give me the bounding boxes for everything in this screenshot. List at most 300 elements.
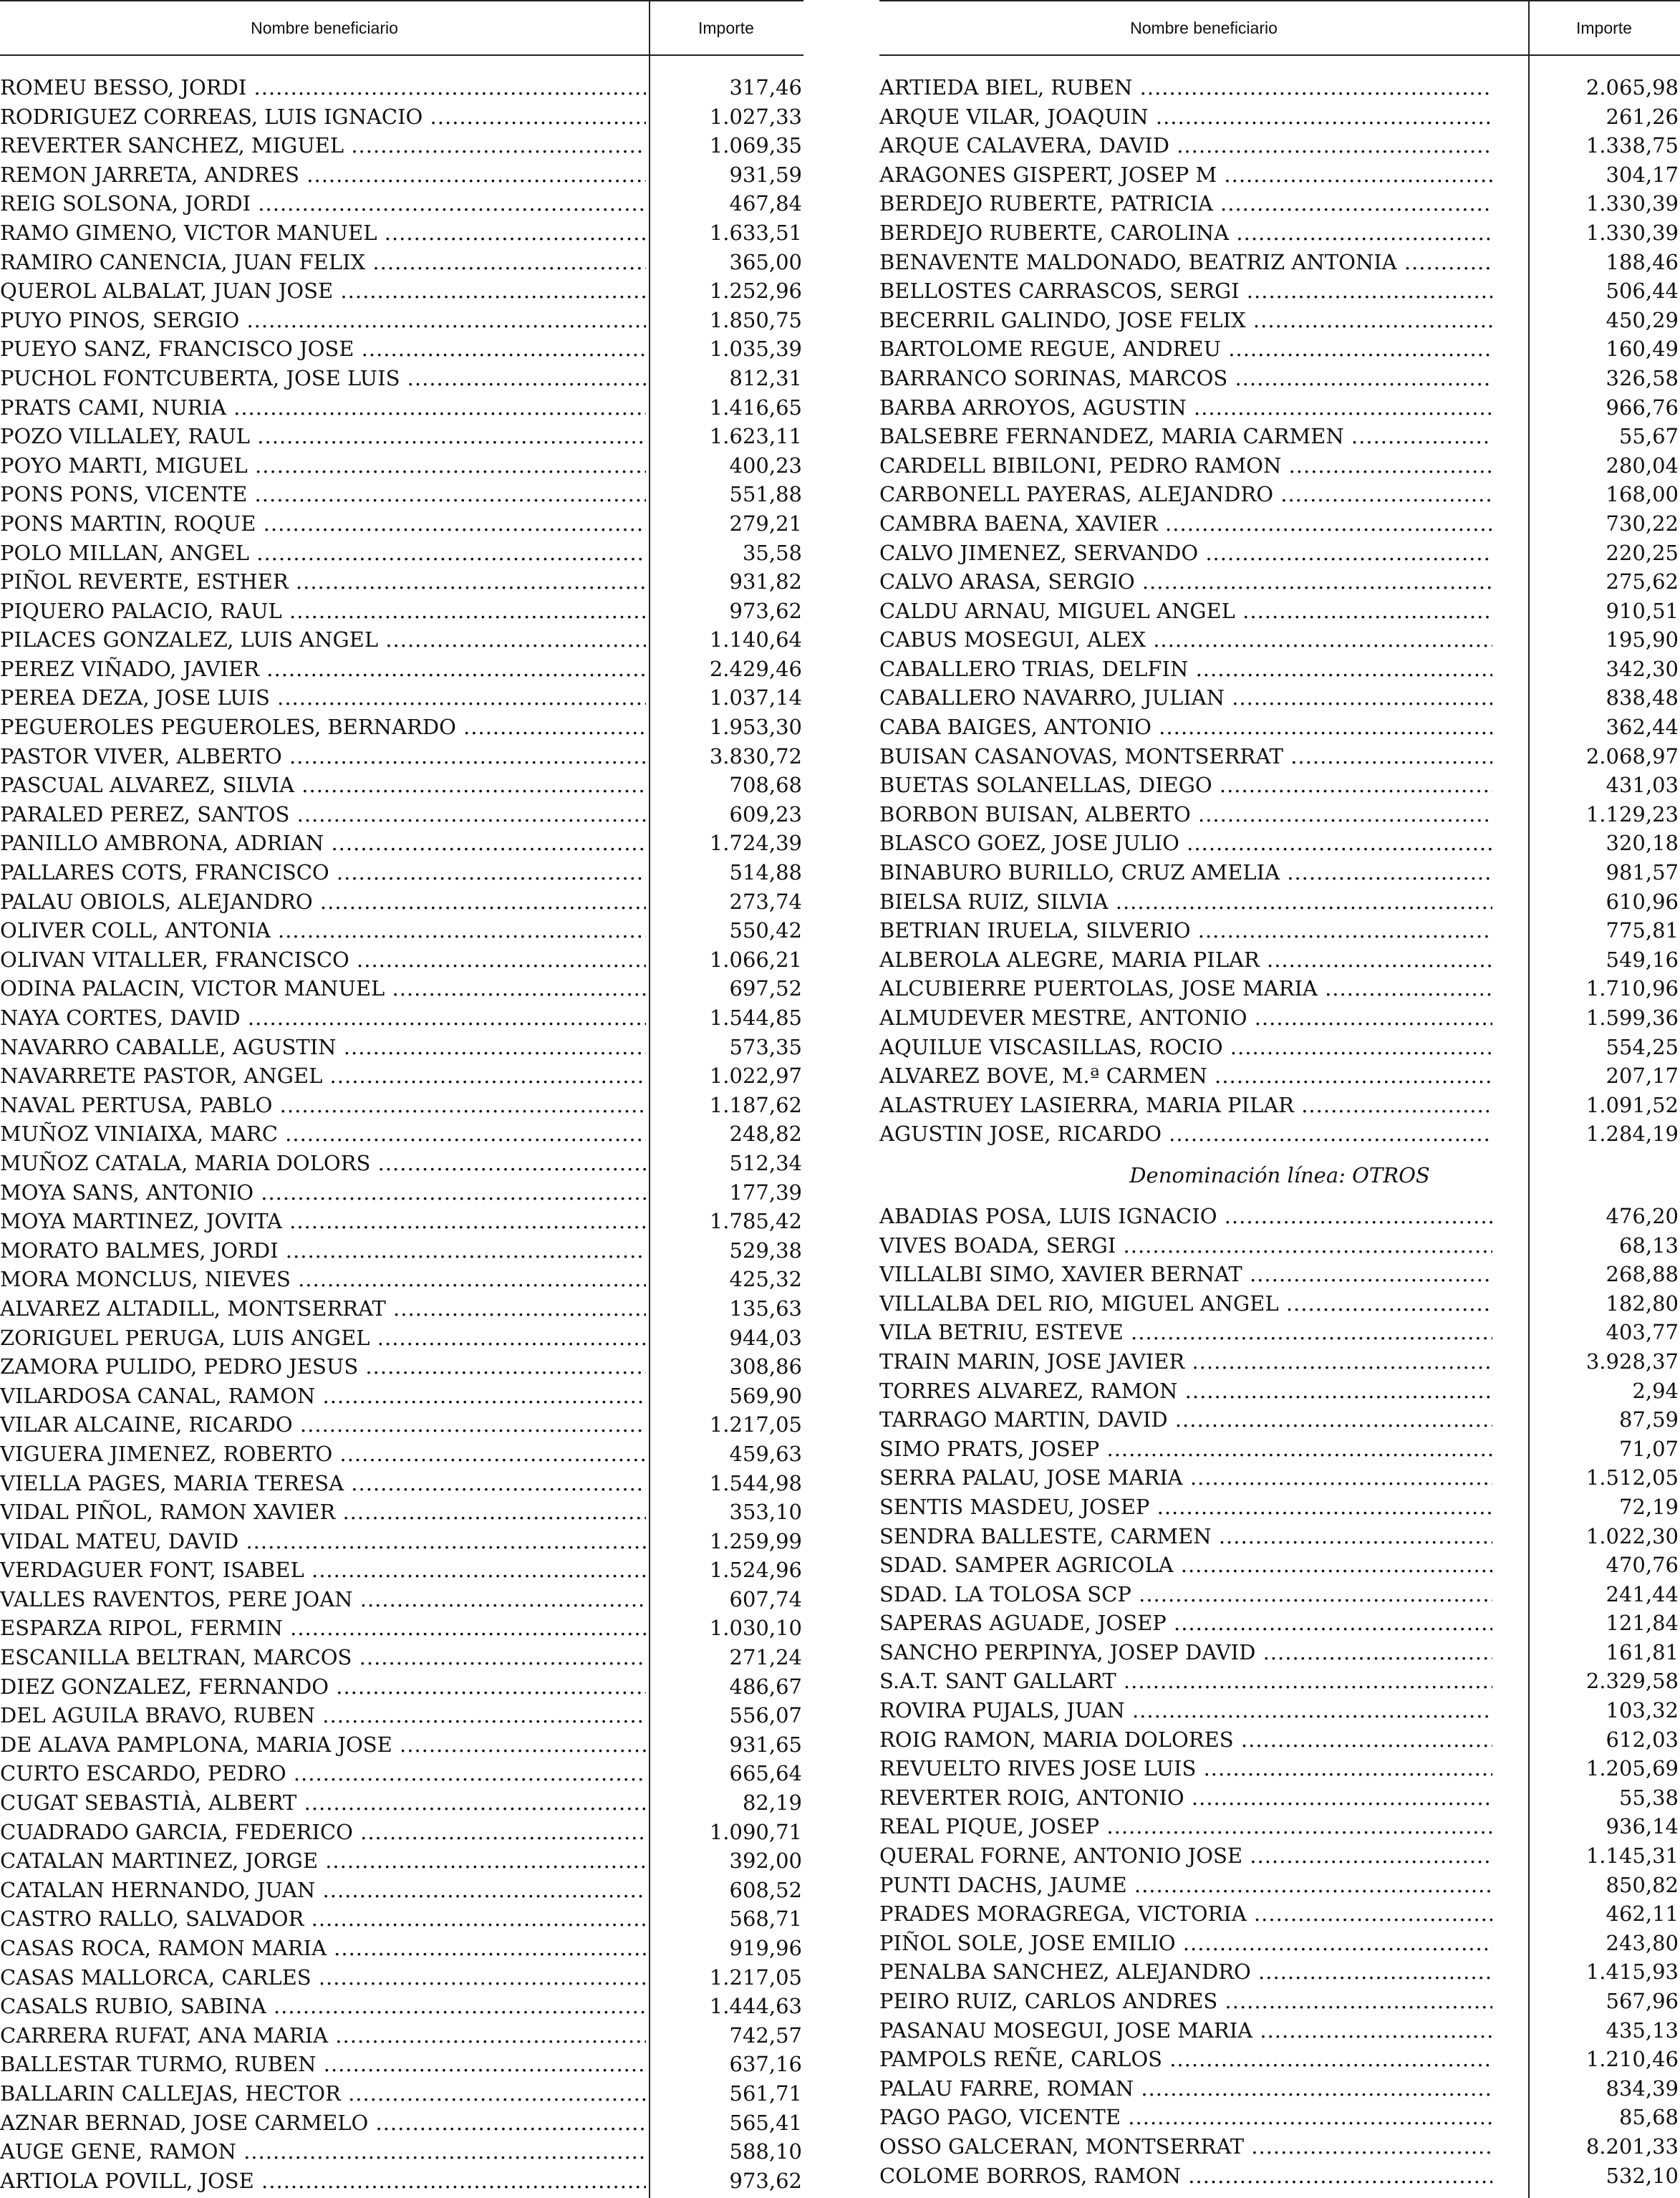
amount-value: 850,82 — [1606, 1872, 1679, 1897]
amount-value: 973,62 — [729, 598, 802, 623]
table-row — [0, 1614, 803, 1643]
beneficiary-name: BORBON BUISAN, ALBERTO ..... — [879, 800, 1492, 829]
table-row — [0, 364, 803, 393]
header-amount: Importe — [1576, 19, 1632, 37]
beneficiary-name: PIÑOL REVERTE, ESTHER ..... — [0, 567, 646, 597]
table-row — [0, 771, 803, 800]
beneficiary-name: REAL PIQUE, JOSEP ..... — [879, 1812, 1492, 1841]
table-row — [879, 1667, 1680, 1696]
table-row — [879, 1119, 1680, 1149]
amount-value: 944,03 — [729, 1325, 802, 1350]
table-row — [0, 1730, 803, 1760]
beneficiary-name: PANILLO AMBRONA, ADRIAN ..... — [0, 829, 646, 858]
beneficiary-name: REMON JARRETA, ANDRES ..... — [0, 160, 646, 190]
table-row — [0, 480, 803, 509]
table-row — [0, 829, 803, 858]
amount-value: 919,96 — [729, 1936, 802, 1960]
amount-value: 326,58 — [1606, 365, 1679, 390]
amount-value: 470,76 — [1606, 1553, 1679, 1578]
beneficiary-name: ALMUDEVER MESTRE, ANTONIO ..... — [879, 1003, 1492, 1033]
beneficiary-name: NAVARRETE PASTOR, ANGEL ..... — [0, 1061, 646, 1091]
amount-value: 1.035,39 — [709, 337, 802, 362]
table-row — [0, 2166, 803, 2196]
amount-value: 569,90 — [729, 1383, 802, 1408]
amount-value: 320,18 — [1606, 831, 1679, 856]
table-row — [879, 334, 1680, 364]
beneficiary-name: OLIVAN VITALLER, FRANCISCO ..... — [0, 945, 646, 975]
beneficiary-name: VILLALBA DEL RIO, MIGUEL ANGEL ..... — [879, 1289, 1492, 1319]
table-row — [0, 655, 803, 684]
beneficiary-name: BARBA ARROYOS, AGUSTIN ..... — [879, 393, 1492, 423]
table-row — [879, 2045, 1680, 2074]
amount-value: 1.066,21 — [709, 947, 802, 972]
amount-value: 1.330,39 — [1585, 191, 1679, 216]
beneficiary-group-a — [879, 73, 1680, 1149]
beneficiary-name: TORRES ALVAREZ, RAMON ..... — [879, 1377, 1492, 1406]
table-row — [879, 2132, 1680, 2161]
table-row — [0, 102, 803, 132]
beneficiary-name: MORA MONCLUS, NIEVES ..... — [0, 1265, 646, 1294]
beneficiary-name: ESCANILLA BELTRAN, MARCOS ..... — [0, 1643, 646, 1672]
table-row — [879, 539, 1680, 568]
beneficiary-name: BARTOLOME REGUE, ANDREU ..... — [879, 334, 1492, 364]
amount-value: 1.338,75 — [1585, 133, 1679, 158]
beneficiary-name: CATALAN MARTINEZ, JORGE ..... — [0, 1846, 646, 1876]
beneficiary-name: CALDU ARNAU, MIGUEL ANGEL ..... — [879, 597, 1492, 626]
table-row — [0, 1759, 803, 1788]
amount-value: 243,80 — [1606, 1930, 1679, 1955]
amount-value: 609,23 — [729, 801, 802, 826]
beneficiary-name: ARQUE VILAR, JOAQUIN ..... — [879, 102, 1492, 132]
table-row — [879, 248, 1680, 277]
table-row — [0, 1527, 803, 1556]
amount-value: 931,59 — [729, 162, 802, 187]
table-row — [879, 189, 1680, 218]
table-row — [879, 916, 1680, 945]
beneficiary-name: BECERRIL GALINDO, JOSE FELIX ..... — [879, 306, 1492, 335]
amount-value: 1.710,96 — [1585, 976, 1679, 1001]
amount-value: 1.210,46 — [1585, 2047, 1679, 2072]
amount-value: 275,62 — [1606, 569, 1679, 594]
beneficiary-name: ROIG RAMON, MARIA DOLORES ..... — [879, 1725, 1492, 1755]
amount-value: 177,39 — [729, 1180, 802, 1205]
table-row — [879, 945, 1680, 975]
beneficiary-name: PENALBA SANCHEZ, ALEJANDRO ..... — [879, 1957, 1492, 1987]
table-row — [879, 1091, 1680, 1120]
table-row — [879, 276, 1680, 306]
amount-value: 697,52 — [729, 976, 802, 1001]
beneficiary-name: BERDEJO RUBERTE, CAROLINA ..... — [879, 218, 1492, 248]
beneficiary-name: QUERAL FORNE, ANTONIO JOSE ..... — [879, 1841, 1492, 1871]
table-row — [879, 887, 1680, 917]
amount-value: 1.252,96 — [709, 279, 802, 304]
table-row — [0, 1934, 803, 1963]
beneficiary-name: POLO MILLAN, ANGEL ..... — [0, 539, 646, 568]
amount-value: 362,44 — [1606, 715, 1679, 740]
amount-value: 35,58 — [742, 540, 802, 565]
beneficiary-name: BARRANCO SORINAS, MARCOS ..... — [879, 364, 1492, 393]
table-row — [879, 1435, 1680, 1464]
table-row — [0, 422, 803, 451]
table-row — [0, 1846, 803, 1876]
amount-value: 1.187,62 — [709, 1092, 802, 1117]
amount-value: 1.205,69 — [1585, 1756, 1679, 1781]
beneficiary-name: PILACES GONZALEZ, LUIS ANGEL ..... — [0, 625, 646, 655]
amount-value: 450,29 — [1606, 307, 1679, 332]
amount-value: 435,13 — [1606, 2018, 1679, 2043]
amount-value: 910,51 — [1606, 598, 1679, 623]
amount-value: 280,04 — [1606, 453, 1679, 478]
table-row — [879, 1812, 1680, 1841]
table-row — [879, 131, 1680, 160]
table-row — [0, 683, 803, 713]
table-row — [879, 1289, 1680, 1319]
table-row — [879, 218, 1680, 248]
table-row — [879, 1754, 1680, 1783]
table-row — [0, 539, 803, 568]
amount-value: 612,03 — [1606, 1727, 1679, 1752]
amount-value: 1.140,64 — [709, 627, 802, 652]
amount-value: 514,88 — [729, 860, 802, 885]
beneficiary-name: TARRAGO MARTIN, DAVID ..... — [879, 1405, 1492, 1435]
amount-value: 2,94 — [1632, 1378, 1679, 1403]
beneficiary-name: SANCHO PERPINYA, JOSEP DAVID ..... — [879, 1638, 1492, 1667]
amount-value: 342,30 — [1606, 656, 1679, 681]
table-row — [0, 248, 803, 277]
amount-value: 1.330,39 — [1585, 220, 1679, 245]
beneficiary-name: CALVO ARASA, SERGIO ..... — [879, 567, 1492, 597]
beneficiary-name: AQUILUE VISCASILLAS, ROCIO ..... — [879, 1033, 1492, 1062]
beneficiary-name: SAPERAS AGUADE, JOSEP ..... — [879, 1609, 1492, 1638]
beneficiary-name: ABADIAS POSA, LUIS IGNACIO ..... — [879, 1202, 1492, 1231]
amount-value: 556,07 — [729, 1703, 802, 1728]
table-header-right — [879, 0, 1680, 56]
amount-value: 2.065,98 — [1585, 75, 1679, 100]
amount-value: 195,90 — [1606, 627, 1679, 652]
beneficiary-name: ALBEROLA ALEGRE, MARIA PILAR ..... — [879, 945, 1492, 975]
beneficiary-name: PALLARES COTS, FRANCISCO ..... — [0, 858, 646, 887]
beneficiary-name: PRADES MORAGREGA, VICTORIA ..... — [879, 1899, 1492, 1929]
beneficiary-name: VIGUERA JIMENEZ, ROBERTO ..... — [0, 1440, 646, 1469]
amount-value: 1.599,36 — [1585, 1006, 1679, 1030]
amount-value: 220,25 — [1606, 540, 1679, 565]
table-row — [0, 1119, 803, 1149]
amount-value: 637,16 — [729, 2052, 802, 2077]
beneficiary-name: PALAU FARRE, ROMAN ..... — [879, 2074, 1492, 2103]
beneficiary-name: NAVAL PERTUSA, PABLO ..... — [0, 1091, 646, 1120]
beneficiary-name: BALSEBRE FERNANDEZ, MARIA CARMEN ..... — [879, 422, 1492, 451]
amount-value: 1.953,30 — [709, 715, 802, 740]
beneficiary-name: CABA BAIGES, ANTONIO ..... — [879, 713, 1492, 742]
amount-value: 1.091,52 — [1585, 1092, 1679, 1117]
table-row — [0, 1701, 803, 1730]
beneficiary-name: AGUSTIN JOSE, RICARDO ..... — [879, 1119, 1492, 1149]
table-row — [0, 1992, 803, 2021]
beneficiary-name: DEL AGUILA BRAVO, RUBEN ..... — [0, 1701, 646, 1730]
table-row — [879, 509, 1680, 539]
beneficiary-name: VILARDOSA CANAL, RAMON ..... — [0, 1382, 646, 1411]
table-row — [0, 1876, 803, 1905]
beneficiary-name: PUYO PINOS, SERGIO ..... — [0, 306, 646, 335]
table-row — [0, 509, 803, 539]
table-row — [0, 306, 803, 335]
amount-value: 459,63 — [729, 1441, 802, 1466]
amount-value: 708,68 — [729, 773, 802, 798]
amount-value: 588,10 — [729, 2139, 802, 2164]
table-row — [0, 567, 803, 597]
table-row — [879, 1580, 1680, 1609]
table-row — [879, 655, 1680, 684]
amount-value: 1.022,30 — [1585, 1523, 1679, 1548]
amount-value: 403,77 — [1606, 1320, 1679, 1345]
beneficiary-name: OSSO GALCERAN, MONTSERRAT ..... — [879, 2132, 1492, 2161]
amount-value: 775,81 — [1606, 918, 1679, 943]
beneficiary-name: SENDRA BALLESTE, CARMEN ..... — [879, 1522, 1492, 1551]
amount-value: 573,35 — [729, 1034, 802, 1059]
table-row — [0, 1672, 803, 1702]
table-row — [0, 1963, 803, 1992]
beneficiary-name: PASANAU MOSEGUI, JOSE MARIA ..... — [879, 2016, 1492, 2045]
amount-value: 931,82 — [729, 569, 802, 594]
beneficiary-name: ZAMORA PULIDO, PEDRO JESUS ..... — [0, 1352, 646, 1382]
amount-value: 1.069,35 — [709, 133, 802, 158]
table-row — [0, 1904, 803, 1934]
beneficiary-name: ARTIEDA BIEL, RUBEN ..... — [879, 73, 1492, 102]
table-row — [879, 1638, 1680, 1667]
table-row — [879, 771, 1680, 800]
amount-value: 1.444,63 — [709, 1994, 802, 2019]
table-row — [0, 887, 803, 917]
beneficiary-list-right — [879, 73, 1680, 2190]
table-row — [879, 73, 1680, 102]
amount-value: 392,00 — [729, 1848, 802, 1874]
amount-value: 512,34 — [729, 1150, 802, 1175]
amount-value: 966,76 — [1606, 395, 1679, 420]
table-header-left — [0, 0, 803, 56]
beneficiary-name: BLASCO GOEZ, JOSE JULIO ..... — [879, 829, 1492, 858]
amount-value: 973,62 — [729, 2168, 802, 2193]
amount-value: 532,10 — [1606, 2163, 1679, 2188]
beneficiary-name: QUEROL ALBALAT, JUAN JOSE ..... — [0, 276, 646, 306]
beneficiary-name: CASAS MALLORCA, CARLES ..... — [0, 1963, 646, 1992]
table-row — [879, 1260, 1680, 1289]
table-row — [0, 1469, 803, 1498]
table-row — [879, 800, 1680, 829]
beneficiary-name: PRATS CAMI, NURIA ..... — [0, 393, 646, 423]
amount-value: 565,41 — [729, 2110, 802, 2135]
table-row — [0, 1033, 803, 1062]
table-row — [0, 858, 803, 887]
beneficiary-name: COLOME BORROS, RAMON ..... — [879, 2161, 1492, 2191]
table-row — [0, 916, 803, 945]
section-heading-otros: Denominación línea: OTROS — [1129, 1162, 1430, 1187]
beneficiary-name: CARDELL BIBILONI, PEDRO RAMON ..... — [879, 451, 1492, 481]
amount-value: 1.284,19 — [1585, 1122, 1679, 1147]
amount-value: 1.724,39 — [709, 831, 802, 856]
amount-value: 55,67 — [1618, 424, 1679, 449]
beneficiary-name: CAMBRA BAENA, XAVIER ..... — [879, 509, 1492, 539]
table-row — [0, 73, 803, 102]
amount-value: 607,74 — [729, 1586, 802, 1611]
beneficiary-name: VIVES BOADA, SERGI ..... — [879, 1231, 1492, 1261]
table-row — [879, 1231, 1680, 1261]
beneficiary-name: PUEYO SANZ, FRANCISCO JOSE ..... — [0, 334, 646, 364]
table-row — [0, 742, 803, 771]
table-row — [879, 1957, 1680, 1987]
table-row — [879, 567, 1680, 597]
amount-value: 486,67 — [729, 1674, 802, 1699]
table-row — [0, 1236, 803, 1266]
amount-value: 665,64 — [729, 1761, 802, 1786]
beneficiary-name: BALLARIN CALLEJAS, HECTOR ..... — [0, 2079, 646, 2108]
beneficiary-name: VIDAL MATEU, DAVID ..... — [0, 1527, 646, 1556]
table-row — [879, 683, 1680, 713]
table-row — [879, 1318, 1680, 1347]
table-row — [0, 597, 803, 626]
table-row — [0, 713, 803, 742]
amount-value: 261,26 — [1606, 104, 1679, 129]
amount-value: 248,82 — [729, 1122, 802, 1147]
beneficiary-name: ALCUBIERRE PUERTOLAS, JOSE MARIA ..... — [879, 974, 1492, 1003]
table-row — [0, 1352, 803, 1382]
beneficiary-name: ODINA PALACIN, VICTOR MANUEL ..... — [0, 974, 646, 1003]
beneficiary-name: PONS MARTIN, ROQUE ..... — [0, 509, 646, 539]
beneficiary-name: CASAS ROCA, RAMON MARIA ..... — [0, 1934, 646, 1963]
beneficiary-name: CARRERA RUFAT, ANA MARIA ..... — [0, 2021, 646, 2050]
table-row — [879, 713, 1680, 742]
header-amount: Importe — [698, 19, 754, 37]
amount-value: 936,14 — [1606, 1814, 1679, 1839]
beneficiary-name: CUGAT SEBASTIÀ, ALBERT ..... — [0, 1788, 646, 1818]
table-row — [879, 829, 1680, 858]
amount-value: 1.524,96 — [709, 1558, 802, 1583]
amount-value: 353,10 — [729, 1500, 802, 1525]
beneficiary-name: OLIVER COLL, ANTONIA ..... — [0, 916, 646, 945]
amount-value: 1.217,05 — [709, 1412, 802, 1437]
table-row — [0, 1788, 803, 1818]
beneficiary-name: DE ALAVA PAMPLONA, MARIA JOSE ..... — [0, 1730, 646, 1760]
table-row — [0, 1324, 803, 1353]
table-row — [879, 306, 1680, 335]
table-row — [879, 1522, 1680, 1551]
beneficiary-name: CALVO JIMENEZ, SERVANDO ..... — [879, 539, 1492, 568]
beneficiary-name: ROVIRA PUJALS, JUAN ..... — [879, 1696, 1492, 1725]
table-row — [879, 2016, 1680, 2045]
beneficiary-name: BENAVENTE MALDONADO, BEATRIZ ANTONIA ..... — [879, 248, 1492, 277]
beneficiary-name: RODRIGUEZ CORREAS, LUIS IGNACIO ..... — [0, 102, 646, 132]
beneficiary-name: ALVAREZ BOVE, M.ª CARMEN ..... — [879, 1061, 1492, 1091]
beneficiary-name: BUISAN CASANOVAS, MONTSERRAT ..... — [879, 742, 1492, 771]
table-row — [879, 1696, 1680, 1725]
table-row — [0, 1382, 803, 1411]
table-row — [0, 334, 803, 364]
amount-value: 182,80 — [1606, 1291, 1679, 1316]
amount-value: 1.416,65 — [709, 395, 802, 420]
table-row — [0, 1585, 803, 1614]
amount-value: 188,46 — [1606, 249, 1679, 274]
beneficiary-name: PARALED PEREZ, SANTOS ..... — [0, 800, 646, 829]
beneficiary-name: PONS PONS, VICENTE ..... — [0, 480, 646, 509]
amount-value: 304,17 — [1606, 162, 1679, 187]
beneficiary-name: SENTIS MASDEU, JOSEP ..... — [879, 1493, 1492, 1522]
beneficiary-name: PIQUERO PALACIO, RAUL ..... — [0, 597, 646, 626]
amount-value: 271,24 — [729, 1645, 802, 1670]
beneficiary-name: ZORIGUEL PERUGA, LUIS ANGEL ..... — [0, 1324, 646, 1353]
amount-value: 1.027,33 — [709, 104, 802, 129]
beneficiary-group-otros — [879, 1202, 1680, 2190]
beneficiary-name: S.A.T. SANT GALLART ..... — [879, 1667, 1492, 1696]
beneficiary-name: PASCUAL ALVAREZ, SILVIA ..... — [0, 771, 646, 800]
beneficiary-name: PASTOR VIVER, ALBERTO ..... — [0, 742, 646, 771]
table-row — [0, 131, 803, 160]
amount-value: 121,84 — [1606, 1611, 1679, 1636]
beneficiary-name: PEREZ VIÑADO, JAVIER ..... — [0, 655, 646, 684]
header-name: Nombre beneficiario — [251, 19, 398, 37]
table-row — [0, 1294, 803, 1324]
table-row — [0, 1440, 803, 1469]
beneficiary-name: MOYA MARTINEZ, JOVITA ..... — [0, 1207, 646, 1236]
beneficiary-name: ESPARZA RIPOL, FERMIN ..... — [0, 1614, 646, 1643]
beneficiary-name: VIELLA PAGES, MARIA TERESA ..... — [0, 1469, 646, 1498]
amount-value: 476,20 — [1606, 1203, 1679, 1228]
amount-value: 82,19 — [742, 1790, 802, 1816]
beneficiary-name: ARQUE CALAVERA, DAVID ..... — [879, 131, 1492, 160]
beneficiary-name: VILLALBI SIMO, XAVIER BERNAT ..... — [879, 1260, 1492, 1289]
table-row — [879, 422, 1680, 451]
beneficiary-name: DIEZ GONZALEZ, FERNANDO ..... — [0, 1672, 646, 1702]
amount-value: 425,32 — [729, 1267, 802, 1292]
table-row — [879, 393, 1680, 423]
table-row — [879, 2161, 1680, 2191]
amount-value: 568,71 — [729, 1907, 802, 1932]
beneficiary-name: PAMPOLS REÑE, CARLOS ..... — [879, 2045, 1492, 2074]
amount-value: 103,32 — [1606, 1698, 1679, 1723]
table-row — [879, 451, 1680, 481]
beneficiary-name: PALAU OBIOLS, ALEJANDRO ..... — [0, 887, 646, 917]
amount-value: 838,48 — [1606, 685, 1679, 710]
table-row — [879, 742, 1680, 771]
amount-value: 506,44 — [1606, 279, 1679, 304]
amount-value: 467,84 — [729, 191, 802, 216]
table-row — [879, 1061, 1680, 1091]
beneficiary-name: CARBONELL PAYERAS, ALEJANDRO ..... — [879, 480, 1492, 509]
amount-value: 1.512,05 — [1585, 1465, 1679, 1490]
amount-value: 279,21 — [729, 511, 802, 536]
beneficiary-name: NAYA CORTES, DAVID ..... — [0, 1003, 646, 1033]
amount-value: 981,57 — [1606, 860, 1679, 885]
beneficiary-name: PIÑOL SOLE, JOSE EMILIO ..... — [879, 1929, 1492, 1958]
beneficiary-name: REVUELTO RIVES JOSE LUIS ..... — [879, 1754, 1492, 1783]
table-row — [0, 189, 803, 218]
beneficiary-name: SERRA PALAU, JOSE MARIA ..... — [879, 1463, 1492, 1493]
beneficiary-name: RAMIRO CANENCIA, JUAN FELIX ..... — [0, 248, 646, 277]
amount-value: 551,88 — [729, 482, 802, 507]
beneficiary-name: CASALS RUBIO, SABINA ..... — [0, 1992, 646, 2021]
table-row — [0, 2137, 803, 2166]
amount-value: 1.090,71 — [709, 1819, 802, 1844]
beneficiary-name: VILAR ALCAINE, RICARDO ..... — [0, 1410, 646, 1440]
beneficiary-name: ARAGONES GISPERT, JOSEP M ..... — [879, 160, 1492, 190]
table-row — [0, 1410, 803, 1440]
beneficiary-name: RAMO GIMENO, VICTOR MANUEL ..... — [0, 218, 646, 248]
amount-value: 1.217,05 — [709, 1965, 802, 1990]
table-row — [0, 276, 803, 306]
table-row — [879, 625, 1680, 655]
amount-value: 1.544,98 — [709, 1470, 802, 1495]
table-row — [879, 597, 1680, 626]
beneficiary-name: PEGUEROLES PEGUEROLES, BERNARDO ..... — [0, 713, 646, 742]
beneficiary-name: SIMO PRATS, JOSEP ..... — [879, 1435, 1492, 1464]
